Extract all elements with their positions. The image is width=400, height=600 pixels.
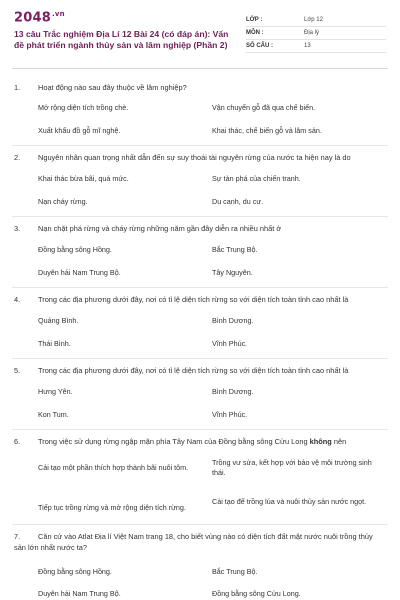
option-c[interactable]: Tiếp tục trồng rừng và mở rộng diện tích rừng. <box>38 503 186 512</box>
question-divider <box>12 145 388 146</box>
option-d[interactable]: Du canh, du cư. <box>212 197 264 206</box>
option-a[interactable]: Quảng Bình. <box>38 316 79 325</box>
option-b[interactable]: Bình Dương. <box>212 316 254 325</box>
meta-key: LỚP : <box>246 17 263 23</box>
option-a[interactable]: Mở rộng diện tích trồng chè. <box>38 103 129 112</box>
option-b[interactable]: Bình Dương. <box>212 387 254 396</box>
option-a[interactable]: Đồng bằng sông Hồng. <box>38 245 112 254</box>
question-text: Hoạt động nào sau đây thuộc về lâm nghiệp? <box>38 83 187 92</box>
option-d[interactable]: Tây Nguyên. <box>212 268 253 277</box>
page-title: 13 câu Trắc nghiệm Địa Lí 12 Bài 24 (có đáp án): Vấn đề phát triển ngành thủy sản và lâm nghiệp (Phần 2) <box>14 29 229 51</box>
question-3 <box>14 223 374 234</box>
question-number: 4. <box>14 295 21 304</box>
option-c[interactable]: Duyên hải Nam Trung Bộ. <box>38 268 121 277</box>
question-4 <box>14 294 374 305</box>
question-number: 6. <box>14 437 21 446</box>
option-b[interactable]: Bắc Trung Bộ. <box>212 567 258 576</box>
option-c[interactable]: Duyên hải Nam Trung Bộ. <box>38 589 121 598</box>
option-d[interactable]: Vĩnh Phúc. <box>212 339 248 348</box>
meta-value: Địa lý <box>304 30 320 36</box>
question-text: Căn cứ vào Atlat Địa lí Việt Nam trang 18, cho biết vùng nào có diện tích đất mặt nước nuôi trồng thủy sản lớn nhất nước ta? <box>14 532 373 552</box>
option-a[interactable]: Khai thác bừa bãi, quá mức. <box>38 174 129 183</box>
meta-table <box>246 14 386 53</box>
logo-text: 2048 <box>14 10 51 26</box>
option-c[interactable]: Xuất khẩu đồ gỗ mĩ nghệ. <box>38 126 121 135</box>
question-7 <box>14 531 374 553</box>
option-c[interactable]: Nạn cháy rừng. <box>38 197 88 206</box>
question-divider <box>12 287 388 288</box>
option-d[interactable]: Vĩnh Phúc. <box>212 410 248 419</box>
question-5 <box>14 365 374 376</box>
question-text-part: nên <box>331 437 347 446</box>
question-divider <box>12 358 388 359</box>
question-number: 5. <box>14 366 21 375</box>
option-c[interactable]: Kon Tum. <box>38 410 69 419</box>
option-a[interactable]: Đồng bằng sông Hồng. <box>38 567 112 576</box>
meta-key: MÔN : <box>246 30 264 36</box>
question-emphasis: không <box>309 437 332 446</box>
question-number: 2. <box>14 153 21 162</box>
question-number: 3. <box>14 224 21 233</box>
meta-row-count <box>246 40 386 53</box>
header-divider <box>12 68 388 69</box>
option-a[interactable]: Cải tạo một phần thích hợp thành bãi nuôi tôm. <box>38 463 189 472</box>
question-text: Trong các địa phương dưới đây, nơi có tỉ lệ diện tích rừng so với diện tích toàn tỉnh cao nhất là <box>38 295 349 304</box>
option-b[interactable]: Sự tàn phá của chiến tranh. <box>212 174 301 183</box>
option-d[interactable]: Đồng bằng sông Cửu Long. <box>212 589 301 598</box>
question-6 <box>14 436 374 447</box>
question-1 <box>14 82 374 93</box>
meta-row-class <box>246 14 386 27</box>
meta-row-subject <box>246 27 386 40</box>
question-number: 7. <box>14 532 21 541</box>
question-2 <box>14 152 374 163</box>
question-text: Trong các địa phương dưới đây, nơi có tỉ lệ diện tích rừng so với diện tích toàn tỉnh cao nhất là <box>38 366 349 375</box>
question-text: Nguyên nhân quan trọng nhất dẫn đến sự suy thoái tài nguyên rừng của nước ta hiện nay là do <box>38 153 351 162</box>
option-d[interactable]: Khai thác, chế biến gỗ và lâm sản. <box>212 126 322 135</box>
meta-key: SỐ CÂU : <box>246 43 273 49</box>
option-b[interactable]: Trồng vư sửa, kết hợp với bảo vệ môi trường sinh thái. <box>212 458 372 477</box>
question-text <box>38 437 346 446</box>
option-a[interactable]: Hưng Yên. <box>38 387 73 396</box>
question-divider <box>12 524 388 525</box>
option-c[interactable]: Thái Bình. <box>38 339 71 348</box>
question-divider <box>12 216 388 217</box>
header <box>0 0 400 68</box>
logo-domain: .vn <box>51 10 65 18</box>
option-b[interactable]: Bắc Trung Bộ. <box>212 245 258 254</box>
question-text-part: Trong việc sử dụng rừng ngập mặn phía Tây Nam của Đồng bằng sông Cửu Long <box>38 437 310 446</box>
option-b[interactable]: Vận chuyển gỗ đã qua chế biến. <box>212 103 316 112</box>
question-number: 1. <box>14 83 21 92</box>
option-d[interactable]: Cải tạo để trồng lúa và nuôi thủy sản nước ngọt. <box>212 497 367 506</box>
question-divider <box>12 429 388 430</box>
question-text: Nạn chặt phá rừng và cháy rừng những năm gần đây diễn ra nhiều nhất ở <box>38 224 282 233</box>
meta-value: Lớp 12 <box>304 17 323 23</box>
meta-value: 13 <box>304 43 311 49</box>
